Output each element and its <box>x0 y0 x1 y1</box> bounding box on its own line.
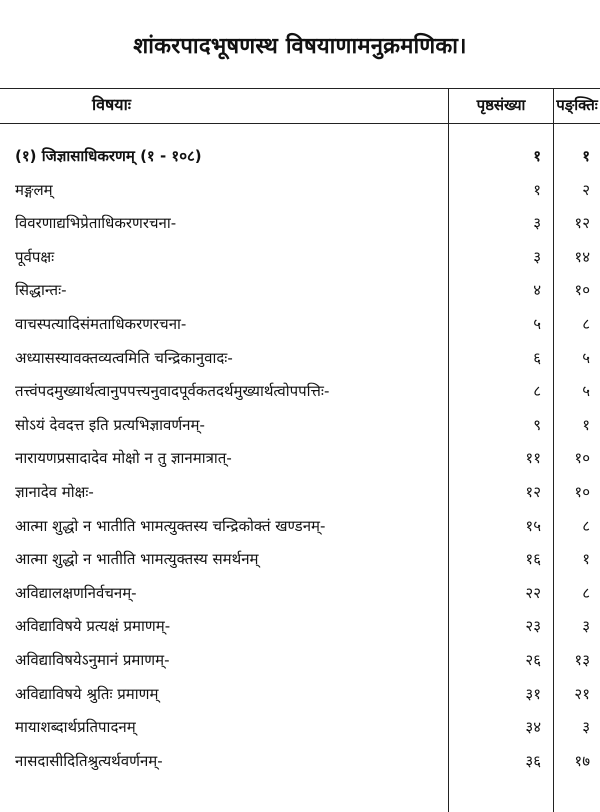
page-number-cell: ३६ <box>525 751 541 770</box>
header-line-number: पङ्क्तिः <box>556 96 598 114</box>
topic-cell: सोऽयं देवदत्त इति प्रत्यभिज्ञावर्णनम्- <box>15 415 205 434</box>
line-number-cell: १७ <box>574 751 590 770</box>
topic-cell: मायाशब्दार्थप्रतिपादनम् <box>15 718 136 737</box>
topic-cell: अविद्यालक्षणनिर्वचनम्- <box>15 583 137 602</box>
line-number-cell: ३ <box>582 617 590 636</box>
page-number-cell: ३ <box>533 247 541 266</box>
line-number-cell: ८ <box>582 315 590 333</box>
page-number-cell: ३ <box>533 214 541 233</box>
topic-cell: विवरणाद्यभिप्रेताधिकरणरचना- <box>15 214 177 233</box>
page-number-cell: ६ <box>533 348 541 367</box>
line-number-cell: ५ <box>582 382 590 401</box>
table-row <box>0 645 600 675</box>
table-row <box>0 175 600 205</box>
line-number-cell: २१ <box>574 684 590 703</box>
table-row <box>0 343 600 373</box>
page-number-cell: १६ <box>525 550 541 569</box>
page-number-cell: १ <box>533 180 541 199</box>
page-number-cell: ११ <box>525 449 541 468</box>
topic-cell: अविद्याविषयेऽनुमानं प्रमाणम्- <box>15 651 170 669</box>
line-number-cell: ३ <box>582 718 590 737</box>
table-row <box>0 141 600 171</box>
page-number-cell: १५ <box>525 516 541 535</box>
page-number-cell: ४ <box>533 281 541 300</box>
topic-cell: आत्मा शुद्धो न भातीति भामत्युक्तस्य समर्थनम् <box>15 550 259 569</box>
page-number-cell: २२ <box>525 583 541 602</box>
topic-cell: नासदासीदितिश्रुत्यर्थवर्णनम्- <box>15 751 163 770</box>
topic-cell: तत्त्वंपदमुख्यार्थत्वानुपपत्त्यनुवादपूर्वकतदर्थमुख्यार्थत्वोपपत्तिः- <box>15 382 330 401</box>
table-row <box>0 578 600 608</box>
line-number-cell: ८ <box>582 583 590 602</box>
line-number-cell: १४ <box>574 247 590 266</box>
topic-cell: सिद्धान्तः- <box>15 281 67 300</box>
topic-cell: पूर्वपक्षः <box>15 247 55 266</box>
line-number-cell: १० <box>574 281 590 300</box>
topic-cell: नारायणप्रसादादेव मोक्षो न तु ज्ञानमात्रात्- <box>15 449 232 468</box>
line-number-cell: १ <box>582 550 590 569</box>
page-number-cell: १ <box>533 147 541 165</box>
table-row <box>0 242 600 272</box>
line-number-cell: १० <box>574 449 590 468</box>
table-row <box>0 611 600 641</box>
topic-cell: अविद्याविषये प्रत्यक्षं प्रमाणम्- <box>15 617 171 636</box>
page-number-cell: ३४ <box>525 718 541 737</box>
topic-cell: आत्मा शुद्धो न भातीति भामत्युक्तस्य चन्द्रिकोक्तं खण्डनम्- <box>15 516 326 535</box>
line-number-cell: १३ <box>574 651 590 669</box>
line-number-cell: १ <box>582 415 590 434</box>
page-number-cell: ३१ <box>525 684 541 703</box>
table-row <box>0 208 600 238</box>
page-number-cell: १२ <box>525 483 541 501</box>
header-topic: विषयाः <box>92 95 131 114</box>
page-title: शांकरपादभूषणस्थ विषयाणामनुक्रमणिका। <box>133 34 467 59</box>
table-row <box>0 712 600 742</box>
page-number-cell: ५ <box>533 315 541 333</box>
line-number-cell: १० <box>574 483 590 501</box>
table-row <box>0 746 600 776</box>
table-row <box>0 477 600 507</box>
line-number-cell: १२ <box>574 214 590 233</box>
page-number-cell: ८ <box>533 382 541 401</box>
line-number-cell: १ <box>582 147 590 165</box>
page-number-cell: २३ <box>525 617 541 636</box>
page-number-cell: ९ <box>533 415 541 434</box>
table-row <box>0 376 600 406</box>
table-row <box>0 275 600 305</box>
table-row <box>0 309 600 339</box>
topic-cell: (१) जिज्ञासाधिकरणम् (१ - १०८) <box>15 147 202 165</box>
table-row <box>0 679 600 709</box>
topic-cell: अध्यासस्यावक्तव्यत्वमिति चन्द्रिकानुवादः- <box>15 348 233 367</box>
topic-cell: वाचस्पत्यादिसंमताधिकरणरचना- <box>15 315 187 333</box>
line-number-cell: ५ <box>582 348 590 367</box>
table-row <box>0 544 600 574</box>
line-number-cell: ८ <box>582 516 590 535</box>
page-number-cell: २६ <box>525 651 541 669</box>
line-number-cell: २ <box>582 180 590 199</box>
topic-cell: मङ्गलम् <box>15 180 53 199</box>
topic-cell: अविद्याविषये श्रुतिः प्रमाणम् <box>15 684 159 703</box>
header-page-number: पृष्ठसंख्या <box>476 96 526 114</box>
table-row <box>0 410 600 440</box>
table-row <box>0 443 600 473</box>
topic-cell: ज्ञानादेव मोक्षः- <box>15 483 94 501</box>
header-bottom-rule <box>0 123 600 124</box>
table-row <box>0 511 600 541</box>
